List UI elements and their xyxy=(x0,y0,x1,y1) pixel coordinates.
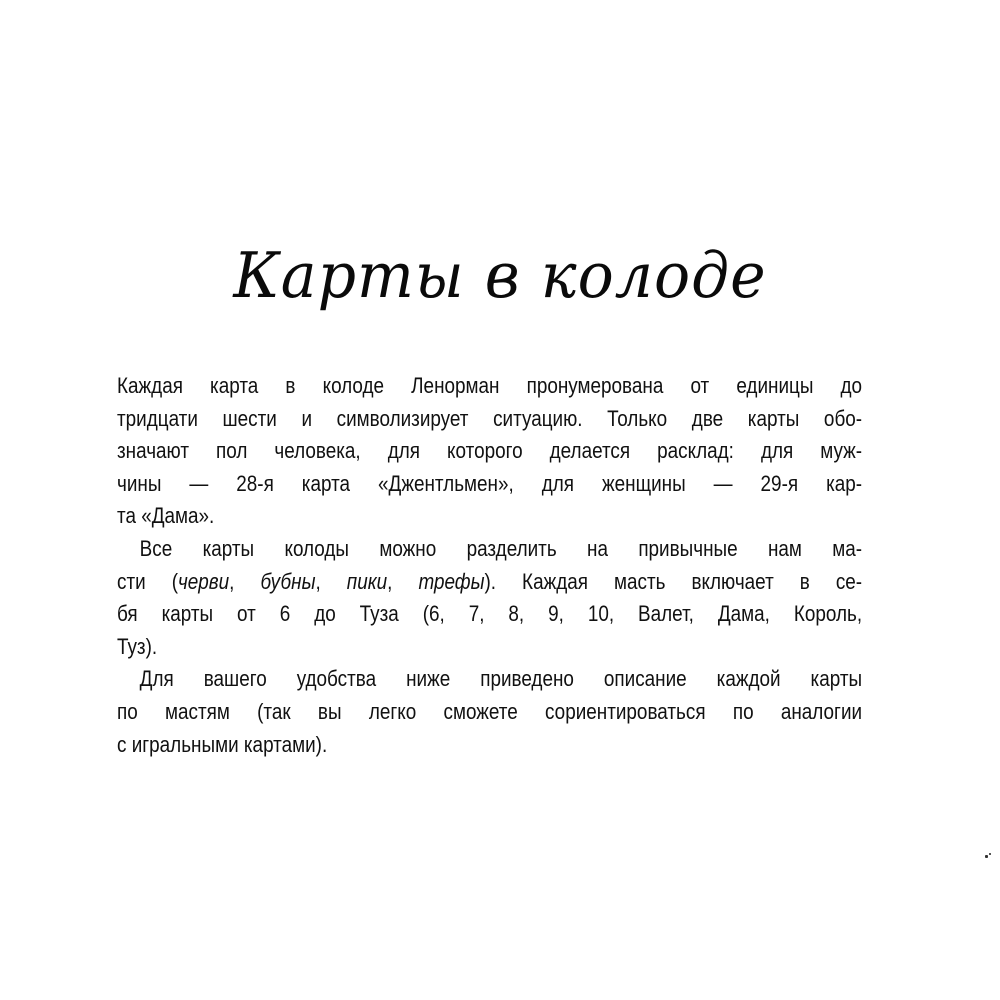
text-fragment: , xyxy=(387,568,419,594)
text-line: Туз). xyxy=(117,633,158,659)
text-line: с игральными картами). xyxy=(117,731,328,757)
text-fragment: , xyxy=(315,568,347,594)
text-line: Для вашего удобства ниже приведено описание каждой карты xyxy=(139,666,863,692)
text-fragment: ). Каждая масть включает в се- xyxy=(484,568,863,594)
text-line-suits xyxy=(117,566,862,599)
page-title: Карты в колоде xyxy=(233,239,767,313)
suit-clubs: трефы xyxy=(418,568,485,594)
suit-hearts: черви xyxy=(177,568,230,594)
text-line: Все карты колоды можно разделить на привычные нам ма- xyxy=(139,535,863,561)
scan-artifact xyxy=(989,853,991,855)
text-line: по мастям (так вы легко сможете сориентироваться по аналогии xyxy=(117,698,863,724)
text-line: значают пол человека, для которого делается расклад: для муж- xyxy=(117,438,863,464)
body-text xyxy=(117,370,863,761)
paragraph-3 xyxy=(117,663,862,761)
text-line: бя карты от 6 до Туза (6, 7, 8, 9, 10, Валет, Дама, Король, xyxy=(117,601,863,627)
suit-diamonds: бубны xyxy=(260,568,316,594)
text-fragment: , xyxy=(229,568,261,594)
text-fragment: сти ( xyxy=(117,568,178,594)
text-line: Каждая карта в колоде Ленорман пронумерована от единицы до xyxy=(117,373,863,398)
paragraph-2 xyxy=(117,533,862,663)
suit-spades: пики xyxy=(346,568,388,594)
text-line: тридцати шести и символизирует ситуацию. Только две карты обо- xyxy=(117,405,863,431)
paragraph-1 xyxy=(117,370,862,533)
text-line: чины — 28-я карта «Джентльмен», для женщины — 29-я кар- xyxy=(117,470,863,496)
scan-artifact xyxy=(985,855,988,858)
text-line: та «Дама». xyxy=(117,503,215,529)
